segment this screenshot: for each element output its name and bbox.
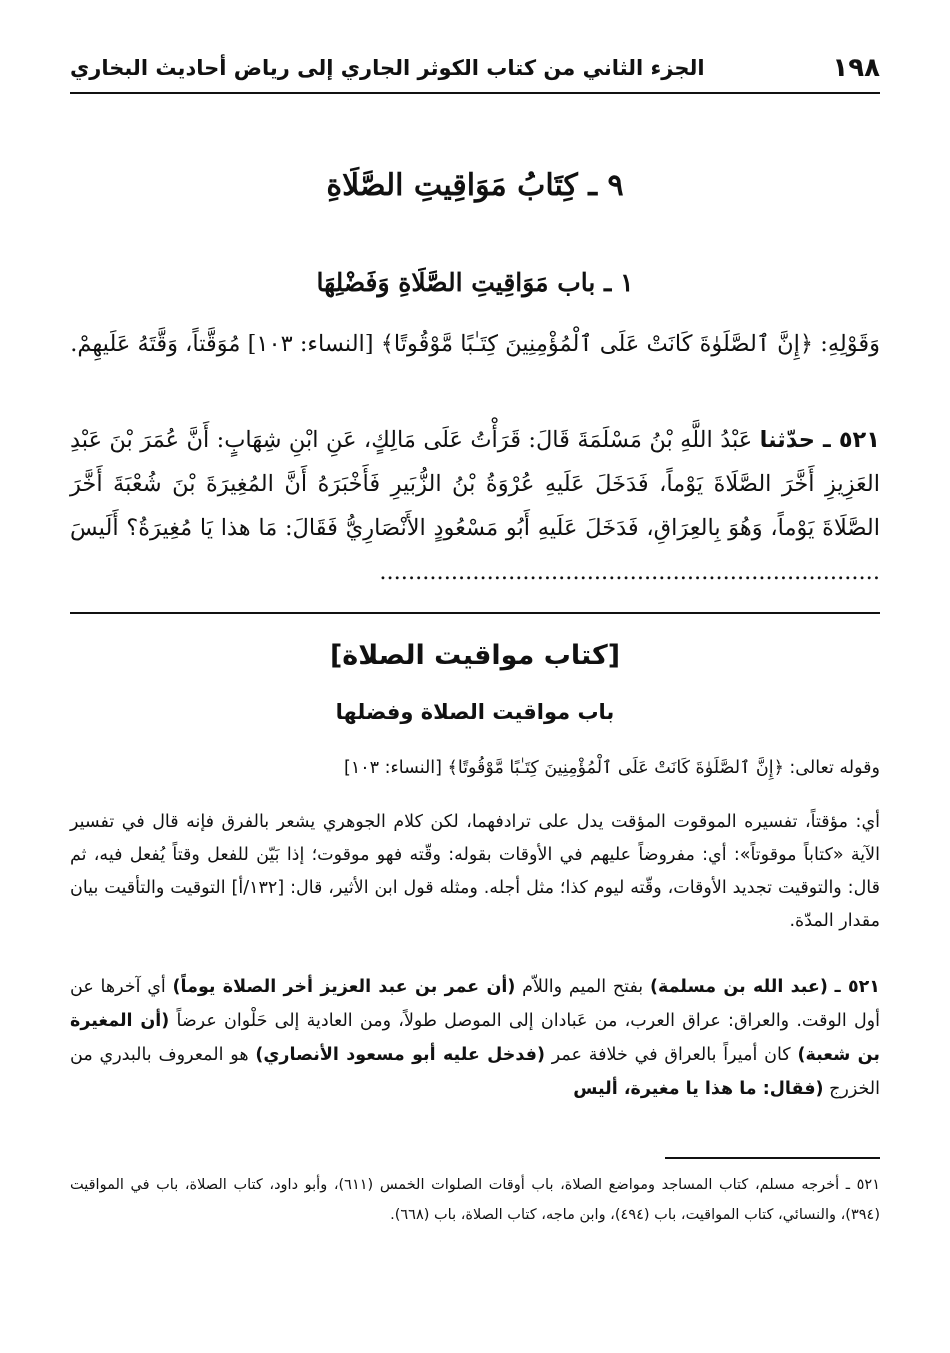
matn-hadith-paragraph: [70, 418, 880, 594]
sharh-paragraph-1: أي: مؤقتاً، تفسيره الموقوت المؤقت يدل على ترادفهما، لكن كلام الجوهري يشعر بالفرق فإنه قال في تفسير الآية «كتاباً موقوتاً»: أي: مفروضاً عليهم في الأوقات بقوله: وقّته فهو موقوت؛ إذا بَيّن للفعل وقتاً يُفعل فيه، ثم قال: والتوقيت تجديد الأوقات، وقّته ليوم كذا؛ مثل أجله. ومثله قول ابن الأثير، قال: [١٣٢/أ] التوقيت والتأقيت بيان مقدار المدّة.: [70, 812, 880, 931]
matn-sharh-divider: [70, 612, 880, 614]
sharh-bab-title: باب مواقيت الصلاة وفضلها: [335, 700, 615, 724]
hadith-text: عَبْدُ اللَّهِ بْنُ مَسْلَمَةَ قَالَ: قَرَأْتُ عَلَى مَالِكٍ، عَنِ ابْنِ شِهَابٍ: أَنَّ عُمَرَ بْنَ عَبْدِ العَزِيزِ أَخَّرَ الصَّلَاةَ يَوْماً، فَدَخَلَ عَلَيهِ عُرْوَةُ بْنُ الزُّبَيرِ فَأَخْبَرَهُ أَنَّ المُغِيرَةَ بْنَ شُعْبَةَ أَخَّرَ الصَّلَاةَ يَوْماً، وَهُوَ بِالعِرَاقِ، فَدَخَلَ عَلَيهِ أَبُو مَسْعُودٍ الأَنْصَارِيُّ فَقَالَ: مَا هذا يَا مُغِيرَةُ؟ أَلَيسَ: [70, 427, 880, 541]
continuation-dots: ......................................................................: [379, 559, 880, 585]
footnote: ٥٢١ ـ أخرجه مسلم، كتاب المساجد ومواضع الصلاة، باب أوقات الصلوات الخمس (٦١١)، وأبو داود، كتاب الصلاة، باب في المواقيت (٣٩٤)، والنسائي، كتاب المواقيت، باب (٤٩٤)، وابن ماجه، كتاب الصلاة، باب (٦٦٨).: [70, 1177, 880, 1223]
sharh-comment: هو المعروف بالبدري من الخزرج: [70, 1045, 880, 1099]
sharh-quote: (فقال: ما هذا يا مغيرة، أليس: [573, 1079, 824, 1099]
sharh-quote: (عبد الله بن مسلمة): [649, 977, 828, 997]
sharh-comment: أي آخرها عن أول الوقت. والعراق: عراق العرب، من عَبادان إلى الموصل طولاً، ومن العادية إلى حَلْوان عرضاً: [70, 977, 880, 1031]
sharh-comment: بفتح الميم واللاّم: [515, 977, 650, 997]
sharh-paragraph-2: [70, 970, 880, 1106]
hadith-number-label: ٥٢١ ـ حدّثنا: [759, 427, 881, 453]
sharh-comment: كان أميراً بالعراق في خلافة عمر: [544, 1045, 798, 1065]
sharh-quote: (فدخل عليه أبو مسعود الأنصاري): [255, 1045, 545, 1065]
sharh-hadith-number: ٥٢١ ـ: [834, 977, 880, 997]
page-header: [70, 44, 880, 94]
sharh-ayah-line: وقوله تعالى: ﴿إِنَّ ٱلصَّلَوٰةَ كَانَتْ عَلَى ٱلْمُؤْمِنِينَ كِتَـٰبًا مَّوْقُوتًا﴾ [النساء: ١٠٣]: [344, 758, 880, 778]
running-title: الجزء الثاني من كتاب الكوثر الجاري إلى رياض أحاديث البخاري: [70, 56, 705, 80]
sharh-quote: (أن المغيرة بن شعبة): [70, 1011, 880, 1065]
bab-title: ١ ـ باب مَوَاقِيتِ الصَّلَاةِ وَفَضْلِهَا: [316, 268, 634, 297]
page-number: ١٩٨: [832, 53, 880, 83]
sharh-title: [كتاب مواقيت الصلاة]: [329, 640, 621, 671]
footnote-divider: [665, 1157, 880, 1159]
book-title: ٩ ـ كِتَابُ مَوَاقِيتِ الصَّلَاةِ: [326, 168, 624, 203]
matn-ayah-paragraph: وَقَوْلِهِ: ﴿إِنَّ ٱلصَّلَوٰةَ كَانَتْ عَلَى ٱلْمُؤْمِنِينَ كِتَـٰبًا مَّوْقُوتًا﴾ [النساء: ١٠٣] مُوَقَّتاً، وَقَّتَهُ عَلَيهِمْ.: [70, 331, 880, 357]
sharh-quote: (أن عمر بن عبد العزيز أخر الصلاة يوماً): [172, 977, 516, 997]
